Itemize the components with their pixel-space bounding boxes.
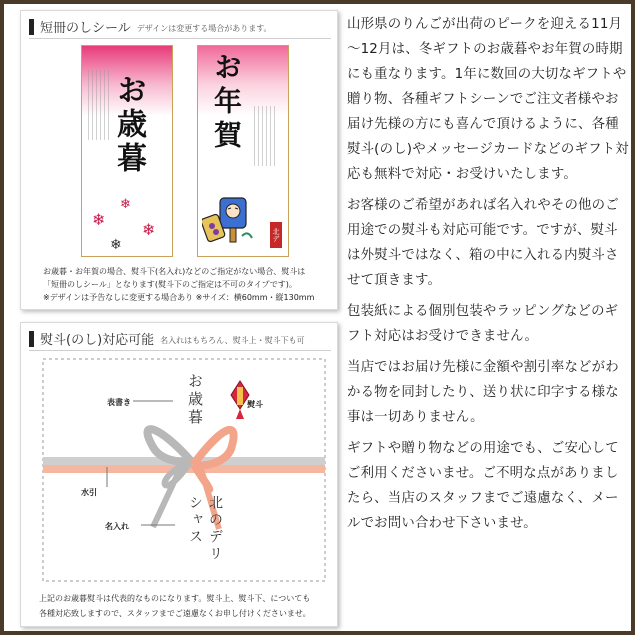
panel-title: 熨斗(のし)対応可能 xyxy=(40,333,155,348)
panel-header xyxy=(29,329,331,351)
snowflake-icon: ❄ xyxy=(92,210,106,229)
tanzaku-description xyxy=(43,265,333,304)
noshi-diagram xyxy=(41,357,327,567)
noshi-description xyxy=(39,591,335,621)
header-bar xyxy=(29,19,34,35)
card-fine-print xyxy=(254,106,276,166)
naire-label: 名入れ xyxy=(105,522,129,531)
paragraph-4: 当店ではお届け先様に金額や割引率などがわかる物を同封したり、送り状に印字する様な事は一切ありません。 xyxy=(347,360,619,425)
noshi-line-2: 各種対応致しますので、スタッフまでご遠慮なくお申し付けくださいませ。 xyxy=(39,609,311,618)
paragraph-1: 山形県のりんごが出荷のピークを迎える11月～12月は、冬ギフトのお歳暮やお年賀の時期にも重なります。1年に数回の大切なギフトや贈り物、各種ギフトシーンでご注文者様やお届け先様の方にも喜んで頂けるように、各種熨斗(のし)やメッセージカードなどのギフト対応も無料で対応・お受けいたします。 xyxy=(347,17,629,182)
snowflake-icon: ❄ xyxy=(120,197,131,212)
noshi-line-1: 上記のお歳暮熨斗は代表的なものになります。熨斗上、熨斗下、についても xyxy=(39,594,311,603)
onenga-card xyxy=(197,45,289,257)
omote-label: 表書き xyxy=(107,398,131,407)
snowflake-icon: ❄ xyxy=(142,220,156,239)
tanzaku-line-1: お歳暮・お年賀の場合、熨斗下(名入れ)などのご指定がない場合、熨斗は xyxy=(43,267,306,276)
omote-text: お歳暮 xyxy=(186,373,204,427)
paragraph-5: ギフトや贈り物などの用途でも、ご安心してご利用くださいませ。ご不明な点がありましたら、当店のスタッフまでご遠慮なく、メールでお問い合わせ下さいませ。 xyxy=(347,441,619,531)
mizuhiki-label: 水引 xyxy=(81,488,97,497)
oseibo-card xyxy=(81,45,173,257)
tanzaku-line-2: 「短冊のしシール」となります(熨斗下のご指定は不可のタイプです)。 xyxy=(43,280,297,289)
gift-info-text xyxy=(347,12,629,542)
noshi-panel xyxy=(20,322,338,627)
naire-name-text: 北のデリシャス xyxy=(187,495,223,563)
panel-header xyxy=(29,17,331,39)
tanzaku-cards xyxy=(81,45,291,255)
noshi-label: 熨斗 xyxy=(247,400,263,409)
header-bar xyxy=(29,331,34,347)
snowflake-icon: ❄ xyxy=(110,237,122,253)
tanzaku-noshi-panel xyxy=(20,10,338,310)
hagoita-illustration-icon xyxy=(202,196,256,248)
paragraph-3: 包装紙による個別包装やラッピングなどのギフト対応はお受けできません。 xyxy=(347,304,619,344)
onenga-card-text: お年賀 xyxy=(210,52,243,154)
tanzaku-line-3: ※デザインは予告なしに変更する場合あり ※サイズ：横60mm・縦130mm xyxy=(43,293,315,302)
stamp-seal: 北デ xyxy=(270,222,282,248)
panel-note: 名入れはもちろん、熨斗上・熨斗下も可 xyxy=(160,336,305,345)
paragraph-2: お客様のご希望があれば名入れやその他のご用途での熨斗も対応可能です。ですが、熨斗は外熨斗ではなく、箱の中に入れる内熨斗させて頂きます。 xyxy=(347,198,619,288)
panel-title: 短冊のしシール xyxy=(40,21,131,36)
oseibo-card-text: お歳暮 xyxy=(111,74,146,176)
noshi-diagram-graphic xyxy=(41,357,327,583)
panel-note: デザインは変更する場合があります。 xyxy=(136,24,272,33)
